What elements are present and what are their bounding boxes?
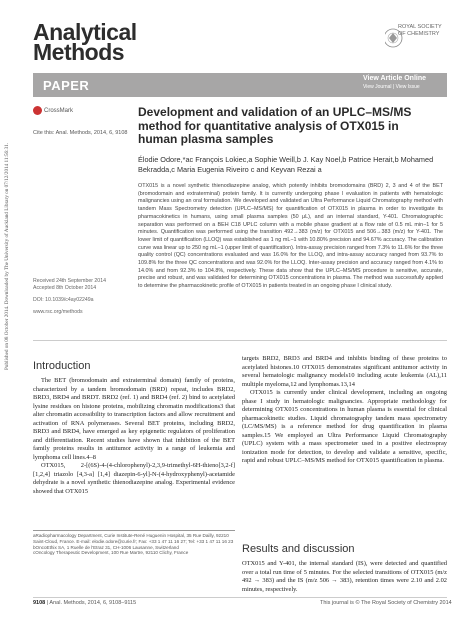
col2-paragraph-2: OTX015 is currently under clinical development, including an ongoing phase I study in hematologic malignancies. Appropriate methodology for determining OTX015 concentrations in human plasma is essential for clinical pharmacokinetic studies. Liquid chromatography tandem mass spectrometry (LC/MS/MS) is a reference method for drug quantification in plasma samples.15 We employed an Ultra Performance Liquid Chromatography (UPLC) system with a mass spectrometer used in a positive electrospray ionization mode for detection, to develop and validate a sensitive, specific, rapid and robust UPLC–MS/MS method for OTX015 quantification in plasma. (242, 389, 447, 464)
intro-paragraph-2: OTX015, 2-[(6S)-4-(4-chlorophenyl)-2,3,9-trimethyl-6H-thieno[3,2-f][1,2,4] triazolo [4,3-a] [1,4] diazepin-6-yl]-N-(4-hydroxyphenyl)-acetamide dehydrate is a novel synthetic thienodiazepine analog. Experimental evidence showed that OTX015 (33, 462, 235, 495)
view-article-online-link[interactable]: View Article Online (363, 75, 427, 82)
introduction-heading: Introduction (33, 360, 91, 372)
footer-journal: | Anal. Methods, 2014, 6, 9108–9115 (45, 600, 137, 606)
page-number: 9108 (33, 600, 46, 606)
column-2-text (242, 355, 447, 466)
journal-title-line1: Analytical (33, 19, 137, 45)
col2-paragraph-1: targets BRD2, BRD3 and BRD4 and inhibits binding of these proteins to acetylated histones.10 OTX015 demonstrates significant antitumor activity in several hematologic malignancy models10 including acute leukemia (AL),11 multiple myeloma,12 and lymphomas.13,14 (242, 355, 447, 388)
affiliation-a: aRadiopharmacology Department, Curie Institute-René Huguenin Hospital, 35 Rue Dailly, 92210 Saint-Cloud, France. E-mail: elodie.odore@curie.fr; Fax: +33 1 47 11 16 27; Tel: +33 1 47 11 16 23 (33, 533, 234, 544)
section-divider (33, 340, 447, 341)
accepted-date: Accepted 8th October 2014 (33, 285, 97, 291)
footnote-rule (33, 530, 235, 531)
affiliations (33, 533, 235, 556)
view-journal-issue-links[interactable]: View Journal | View Issue (363, 84, 420, 90)
journal-url[interactable]: www.rsc.org/methods (33, 309, 83, 315)
article-history (33, 278, 106, 316)
author-list: Élodie Odore,*ac François Lokiec,a Sophie Weill,b J. Kay Noel,b Patrice Herait,b Mohamed Bekradda,c Maria Eugenia Riveiro c and Keyvan Rezai a (138, 155, 434, 174)
affiliation-c: cOncology Therapeutic Development, 100 Rue Martre, 92110 Clichy, France (33, 550, 189, 556)
introduction-text (33, 377, 235, 496)
received-date: Received 24th September 2014 (33, 278, 106, 284)
crossmark-badge[interactable] (33, 106, 73, 115)
article-title: Development and validation of an UPLC–MS/MS method for quantitative analysis of OTX015 in human plasma samples (138, 105, 412, 146)
footer-copyright: This journal is © The Royal Society of Chemistry 2014 (320, 600, 452, 606)
results-heading: Results and discussion (242, 543, 355, 555)
intro-paragraph-1: The BET (bromodomain and extraterminal domain) family of proteins, characterized by a tandem bromodomain (BRD) repeat, includes BRD2, BRD3, BRD4 and BRDT. BRD2 (ref. 1) and BRD4 (ref. 2) bind to acetylated lysine residues on histone proteins, mobilizing chromatin modifications3 that alter chromatin accessibility to transcription factors and allow recruitment and activation of RNA polymerases. Several BET proteins, including BRD2, BRD3 and BRD4, have emerged as key epigenetic regulators of proliferation and differentiation. Recent studies have shown that inhibition of the BET family proteins results in antitumor activity in a range of leukemia and lymphoma cell lines.4–8 (33, 377, 235, 461)
results-paragraph-1: OTX015 and Y-401, the internal standard (IS), were detected and quantified over a total run time of 5 minutes. For the selected transitions of OTX015 (m/z 492 → 383) and the IS (m/z 506 → 383), retention times were 2.10 and 2.02 minutes, respectively. (242, 560, 447, 593)
crossmark-label: CrossMark (44, 108, 74, 115)
side-note-text: Published on 08 October 2014. Downloaded by The University of Auckland Library on 07/12/2014 11:56:31. (4, 142, 10, 370)
download-side-note (2, 100, 11, 370)
abstract: OTX015 is a novel synthetic thienodiazepine analog, which potently inhibits bromodomains (BRD) 2, 3 and 4 of the BET (bromodomain and extraterminal) protein family. It is currently undergoing phase I evaluation in patients with hematologic malignancies using an oral formulation. We developed and validated an Ultra Performance Liquid Chromatography method with tandem Mass Spectrometry detection (UPLC–MS/MS) for quantification of OTX015 in plasma in order to investigate its pharmacokinetics in humans, using small plasma samples (50 μL), and an internal standard, Y-401. Chromatographic separation was performed on a BEH C18 UPLC column with a mobile phase gradient at a flow rate of 0.5 mL min−1 for 5 minutes. Quantification was performed using the transition 492→383 (m/z) for OTX015 and 506→383 (m/z) for Y-401. The lower limit of quantification (LLOQ) was established as 1 ng mL−1 with 10.80% precision and 94.67% accuracy. The calibration curve was linear up to 250 ng mL−1 (upper limit of quantification). Intra-assay precision ranged from 7.3% to 11.6% for the three quality control (QC) concentrations evaluated and was 16.0% for the LLOQ, and intra-assay accuracy ranged from 93.7% to 109.8% for the three QC concentrations and was 92.0% for the LLOQ. Inter-assay precision and accuracy ranged from 4.1% to 14.0% and from 92.3% to 104.8%, respectively. These data show that the UPLC–MS/MS procedure is sensitive, accurate, precise and robust, and was validated for determining OTX015 concentrations in plasma. The method was successfully applied to determine the pharmacokinetic profile of OTX015 in patients treated in an ongoing phase I clinical study. (138, 183, 443, 290)
publisher-name: ROYAL SOCIETY OF CHEMISTRY (398, 24, 442, 37)
doi[interactable]: DOI: 10.1039/c4ay02249a (33, 297, 94, 303)
affiliation-b: bOncoEthix SA, 1 Ruelle de l'Etraz 31, CH-1006 Lausanne, Switzerland (33, 544, 179, 550)
footer-rule (33, 597, 447, 598)
article-type-label: PAPER (43, 78, 90, 93)
citation: Cite this: Anal. Methods, 2014, 6, 9108 (33, 130, 128, 136)
footer-citation (33, 600, 136, 606)
journal-title-line2: Methods (33, 39, 125, 65)
journal-title (33, 19, 137, 65)
crossmark-icon (33, 106, 42, 115)
